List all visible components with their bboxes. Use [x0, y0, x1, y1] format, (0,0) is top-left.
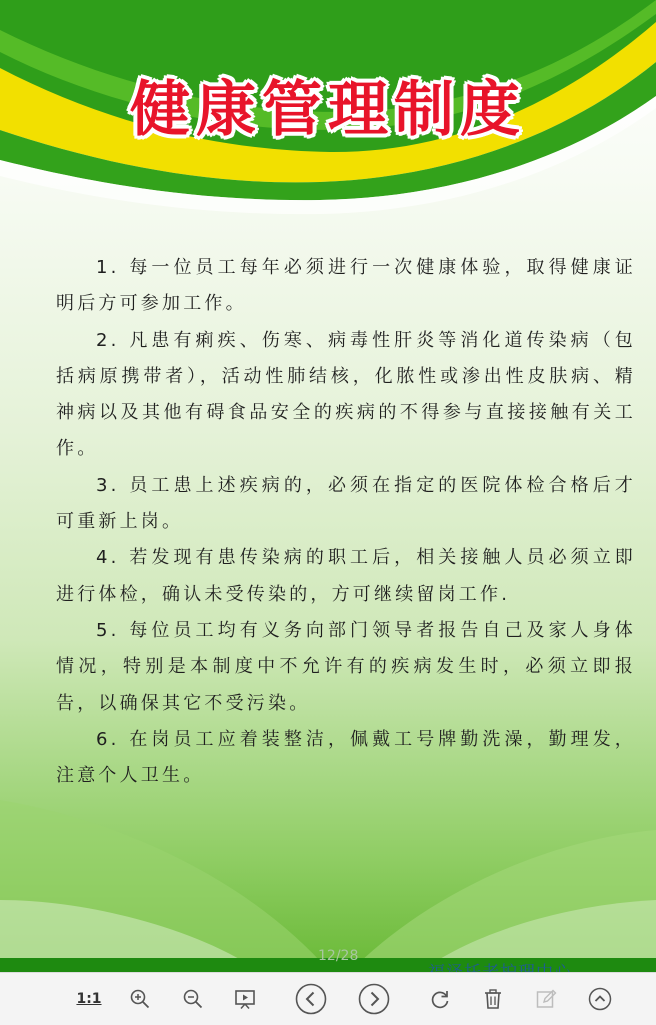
- rule-paragraph: 2. 凡患有痢疾、伤寒、病毒性肝炎等消化道传染病（包括病原携带者），活动性肺结核，化脓性或渗出性皮肤病、精神病以及其他有碍食品安全的疾病的不得参与直接接触有关工作。: [56, 329, 636, 460]
- next-button[interactable]: [358, 983, 390, 1015]
- edit-button[interactable]: [530, 983, 562, 1015]
- chevron-up-icon: [588, 987, 612, 1011]
- chevron-left-icon: [295, 983, 327, 1015]
- zoom-in-icon: [129, 988, 151, 1010]
- trash-icon: [482, 988, 504, 1010]
- poster-body: [56, 250, 636, 794]
- rotate-icon: [429, 988, 451, 1010]
- zoom-out-button[interactable]: [177, 983, 209, 1015]
- edit-icon: [535, 988, 557, 1010]
- poster-title: 健康管理制度: [130, 75, 526, 145]
- rotate-button[interactable]: [424, 983, 456, 1015]
- zoom-in-button[interactable]: [124, 983, 156, 1015]
- rule-paragraph: 3. 员工患上述疾病的，必须在指定的医院体检合格后才可重新上岗。: [56, 474, 636, 533]
- zoom-out-icon: [182, 988, 204, 1010]
- previous-button[interactable]: [295, 983, 327, 1015]
- rule-paragraph: 4. 若发现有患传染病的职工后，相关接触人员必须立即进行体检，确认未受传染的，方可继续留岗工作.: [56, 547, 636, 605]
- slideshow-icon: [234, 988, 256, 1010]
- rule-paragraph: 1. 每一位员工每年必须进行一次健康体验，取得健康证明后方可参加工作。: [56, 257, 636, 315]
- viewer-toolbar: [0, 972, 656, 1025]
- rule-paragraph: 5. 每位员工均有义务向部门领导者报告自己及家人身体情况，特别是本制度中不允许有的疾病发生时，必须立即报告，以确保其它不受污染。: [56, 619, 636, 714]
- page-indicator: 12/28: [318, 948, 359, 964]
- delete-button[interactable]: [477, 983, 509, 1015]
- chevron-right-icon: [358, 983, 390, 1015]
- slideshow-button[interactable]: [229, 983, 261, 1015]
- more-button[interactable]: [584, 983, 616, 1015]
- actual-size-button[interactable]: 1:1: [76, 991, 102, 1007]
- rule-paragraph: 6. 在岗员工应着装整洁，佩戴工号牌勤洗澡，勤理发，注意个人卫生。: [56, 728, 636, 787]
